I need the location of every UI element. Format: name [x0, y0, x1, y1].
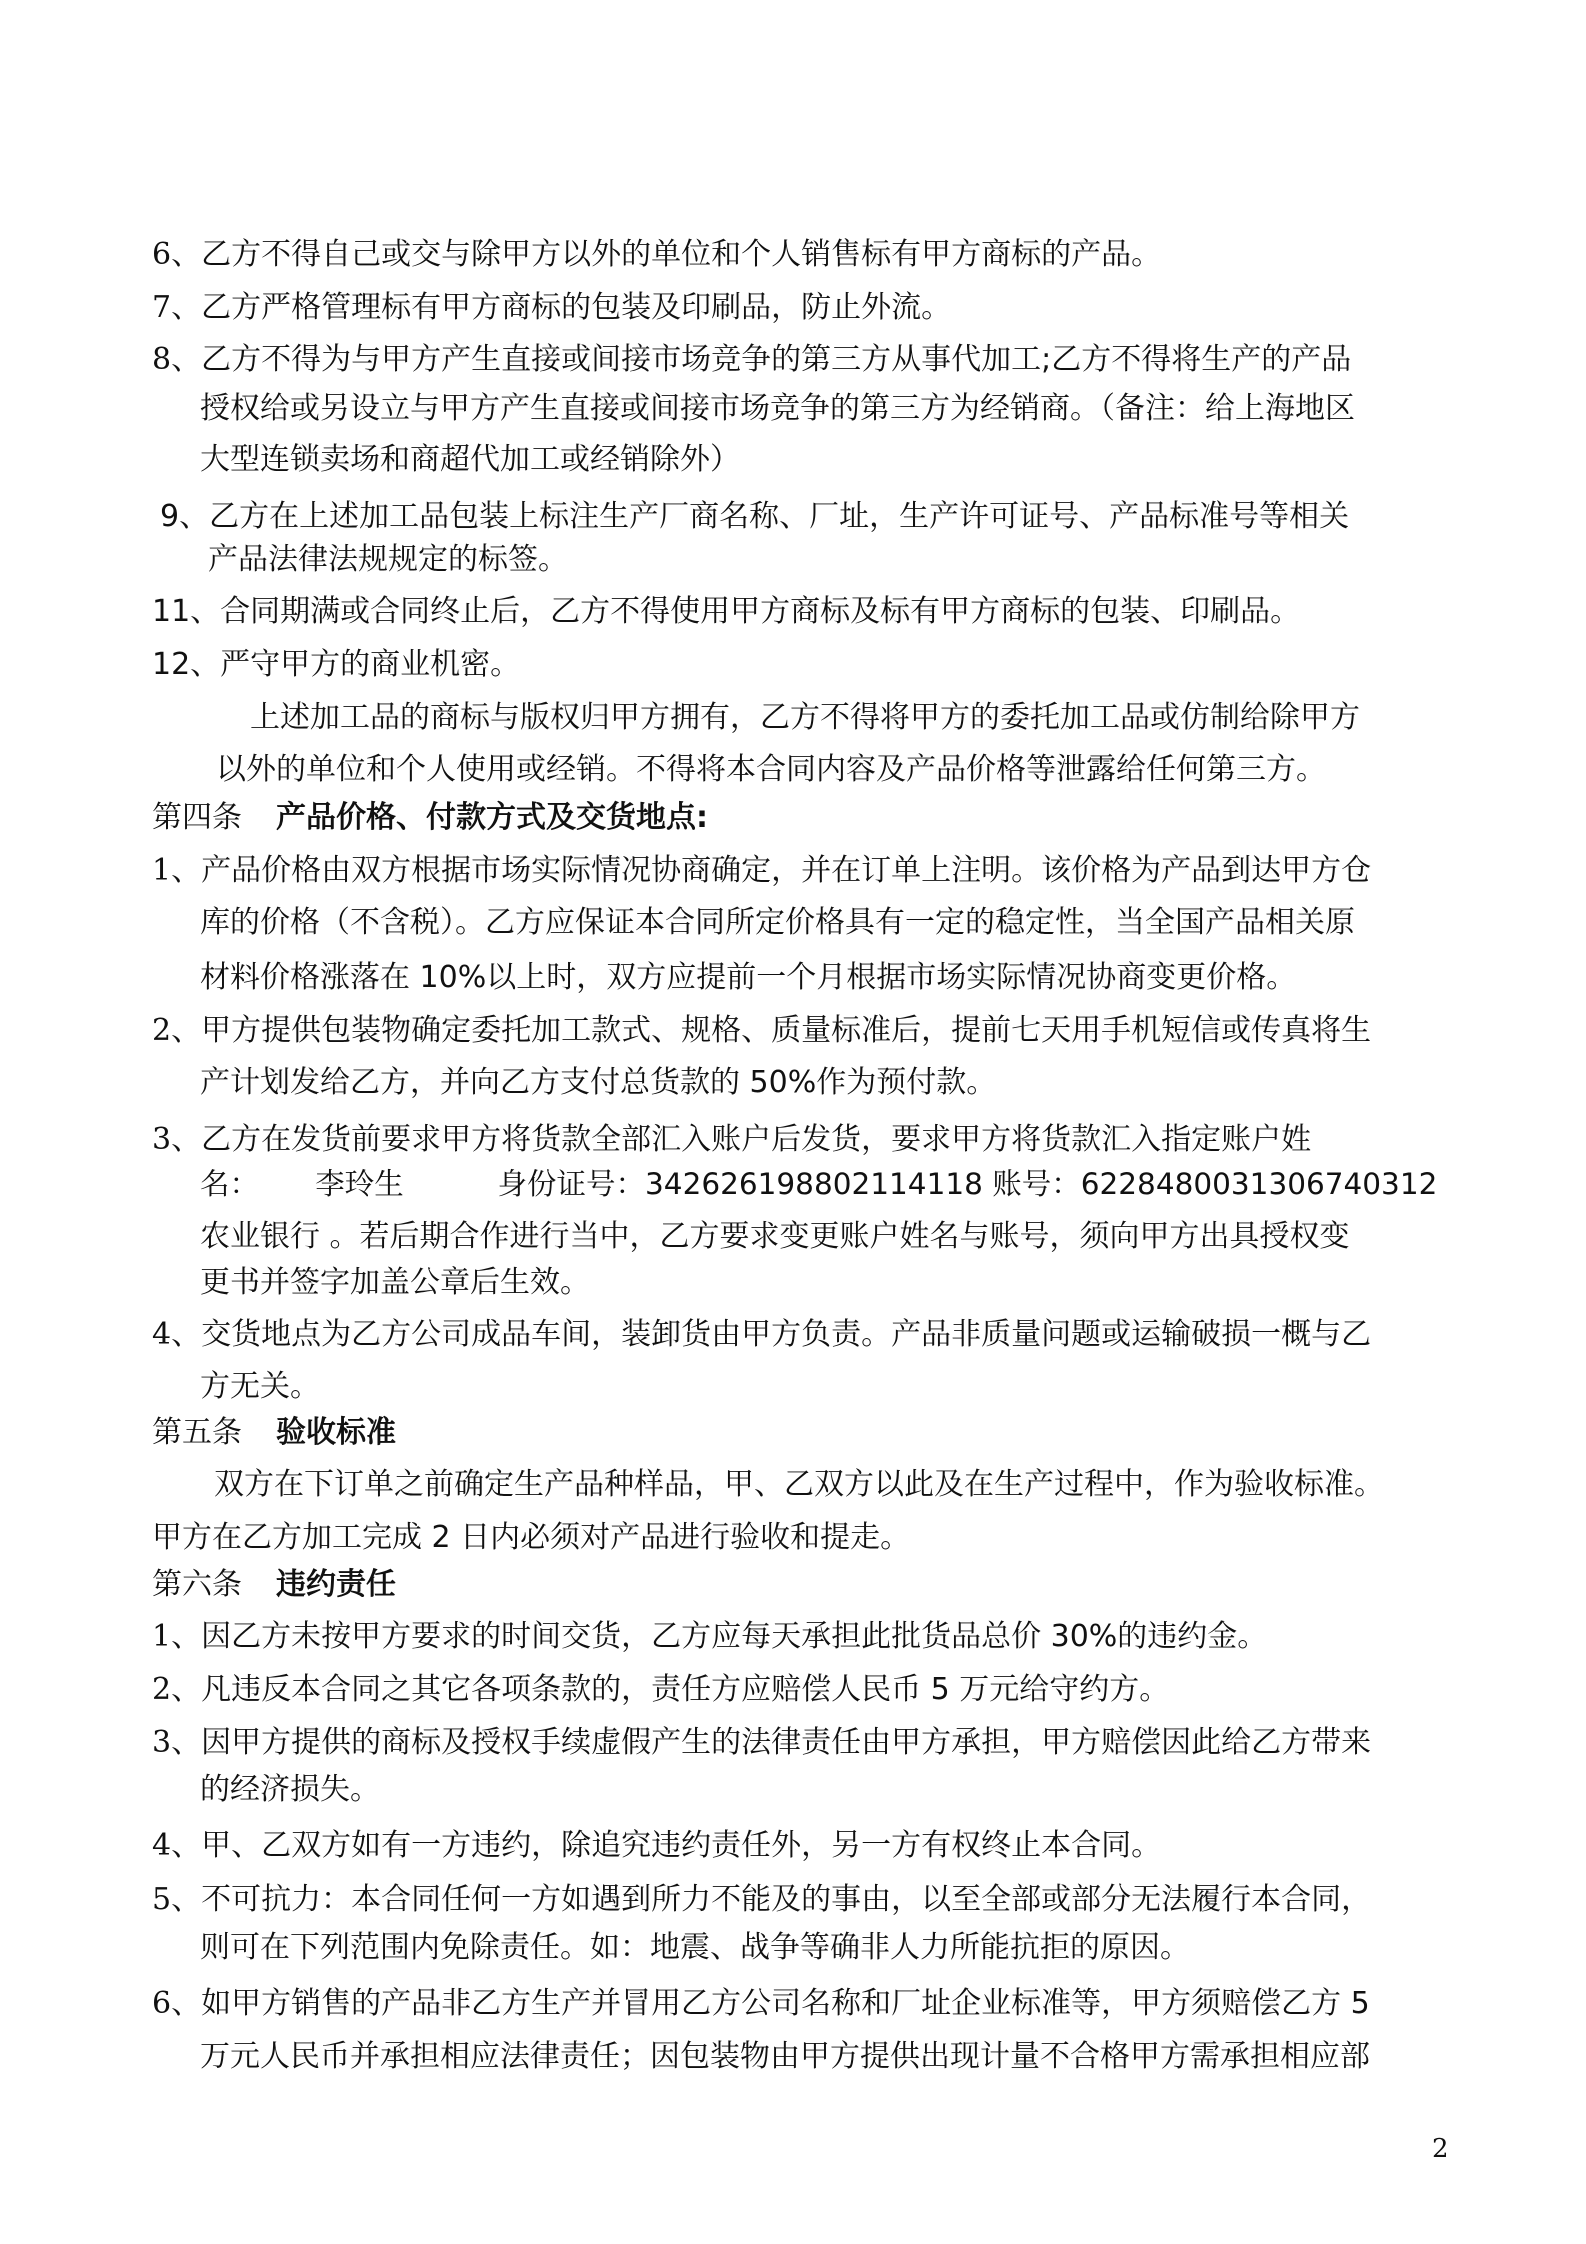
clause-line: 库的价格（不含税）。乙方应保证本合同所定价格具有一定的稳定性，当全国产品相关原	[200, 905, 1355, 940]
clause-line: 农业银行 。若后期合作进行当中，乙方要求变更账户姓名与账号，须向甲方出具授权变	[200, 1219, 1350, 1254]
clause-line: 5、不可抗力：本合同任何一方如遇到所力不能及的事由，以至全部或部分无法履行本合同，	[152, 1882, 1372, 1917]
clause-line: 万元人民币并承担相应法律责任；因包装物由甲方提供出现计量不合格甲方需承担相应部	[200, 2039, 1370, 2074]
clause-line: 的经济损失。	[200, 1772, 380, 1807]
clause-line: 2、甲方提供包装物确定委托加工款式、规格、质量标准后，提前七天用手机短信或传真将生	[152, 1013, 1372, 1048]
clause-line: 6、乙方不得自己或交与除甲方以外的单位和个人销售标有甲方商标的产品。	[152, 237, 1162, 272]
paragraph-line: 甲方在乙方加工完成 2 日内必须对产品进行验收和提走。	[152, 1520, 911, 1555]
clause-line: 大型连锁卖场和商超代加工或经销除外）	[200, 442, 740, 477]
section-heading: 第五条 验收标准	[152, 1415, 396, 1450]
clause-line: 4、甲、乙双方如有一方违约，除追究违约责任外，另一方有权终止本合同。	[152, 1828, 1162, 1863]
clause-line: 11、合同期满或合同终止后，乙方不得使用甲方商标及标有甲方商标的包装、印刷品。	[152, 594, 1301, 629]
clause-line: 授权给或另设立与甲方产生直接或间接市场竞争的第三方为经销商。（备注：给上海地区	[200, 391, 1355, 426]
clause-line: 更书并签字加盖公章后生效。	[200, 1265, 590, 1300]
clause-line: 12、严守甲方的商业机密。	[152, 647, 521, 682]
paragraph-line: 以外的单位和个人使用或经销。不得将本合同内容及产品价格等泄露给任何第三方。	[216, 752, 1326, 787]
page-number: 2	[1432, 2134, 1449, 2164]
clause-line: 2、凡违反本合同之其它各项条款的，责任方应赔偿人民币 5 万元给守约方。	[152, 1672, 1170, 1707]
clause-line: 产品法律法规规定的标签。	[208, 542, 568, 577]
clause-line: 3、乙方在发货前要求甲方将货款全部汇入账户后发货，要求甲方将货款汇入指定账户姓	[152, 1122, 1312, 1157]
section-heading: 第六条 违约责任	[152, 1567, 396, 1602]
paragraph-line: 上述加工品的商标与版权归甲方拥有，乙方不得将甲方的委托加工品或仿制给除甲方	[250, 700, 1360, 735]
clause-line: 方无关。	[200, 1369, 320, 1404]
clause-line: 材料价格涨落在 10%以上时，双方应提前一个月根据市场实际情况协商变更价格。	[200, 960, 1297, 995]
paragraph-line: 双方在下订单之前确定生产品种样品，甲、乙双方以此及在生产过程中，作为验收标准。	[214, 1467, 1384, 1502]
clause-line: 7、乙方严格管理标有甲方商标的包装及印刷品，防止外流。	[152, 290, 952, 325]
clause-line: 8、乙方不得为与甲方产生直接或间接市场竞争的第三方从事代加工;乙方不得将生产的产品	[152, 342, 1352, 377]
clause-line: 3、因甲方提供的商标及授权手续虚假产生的法律责任由甲方承担，甲方赔偿因此给乙方带来	[152, 1725, 1372, 1760]
account-info-line: 名： 李玲生 身份证号：342626198802114118 账号：6228480031306740312	[200, 1167, 1438, 1201]
clause-line: 1、因乙方未按甲方要求的时间交货，乙方应每天承担此批货品总价 30%的违约金。	[152, 1619, 1268, 1654]
clause-line: 产计划发给乙方，并向乙方支付总货款的 50%作为预付款。	[200, 1065, 997, 1100]
clause-line: 9、乙方在上述加工品包装上标注生产厂商名称、厂址，生产许可证号、产品标准号等相关	[160, 499, 1350, 534]
clause-line: 6、如甲方销售的产品非乙方生产并冒用乙方公司名称和厂址企业标准等，甲方须赔偿乙方 5	[152, 1986, 1370, 2021]
clause-line: 则可在下列范围内免除责任。如：地震、战争等确非人力所能抗拒的原因。	[200, 1930, 1190, 1965]
section-heading: 第四条 产品价格、付款方式及交货地点:	[152, 800, 708, 835]
clause-line: 1、产品价格由双方根据市场实际情况协商确定，并在订单上注明。该价格为产品到达甲方仓	[152, 853, 1372, 888]
clause-line: 4、交货地点为乙方公司成品车间，装卸货由甲方负责。产品非质量问题或运输破损一概与乙	[152, 1317, 1372, 1352]
